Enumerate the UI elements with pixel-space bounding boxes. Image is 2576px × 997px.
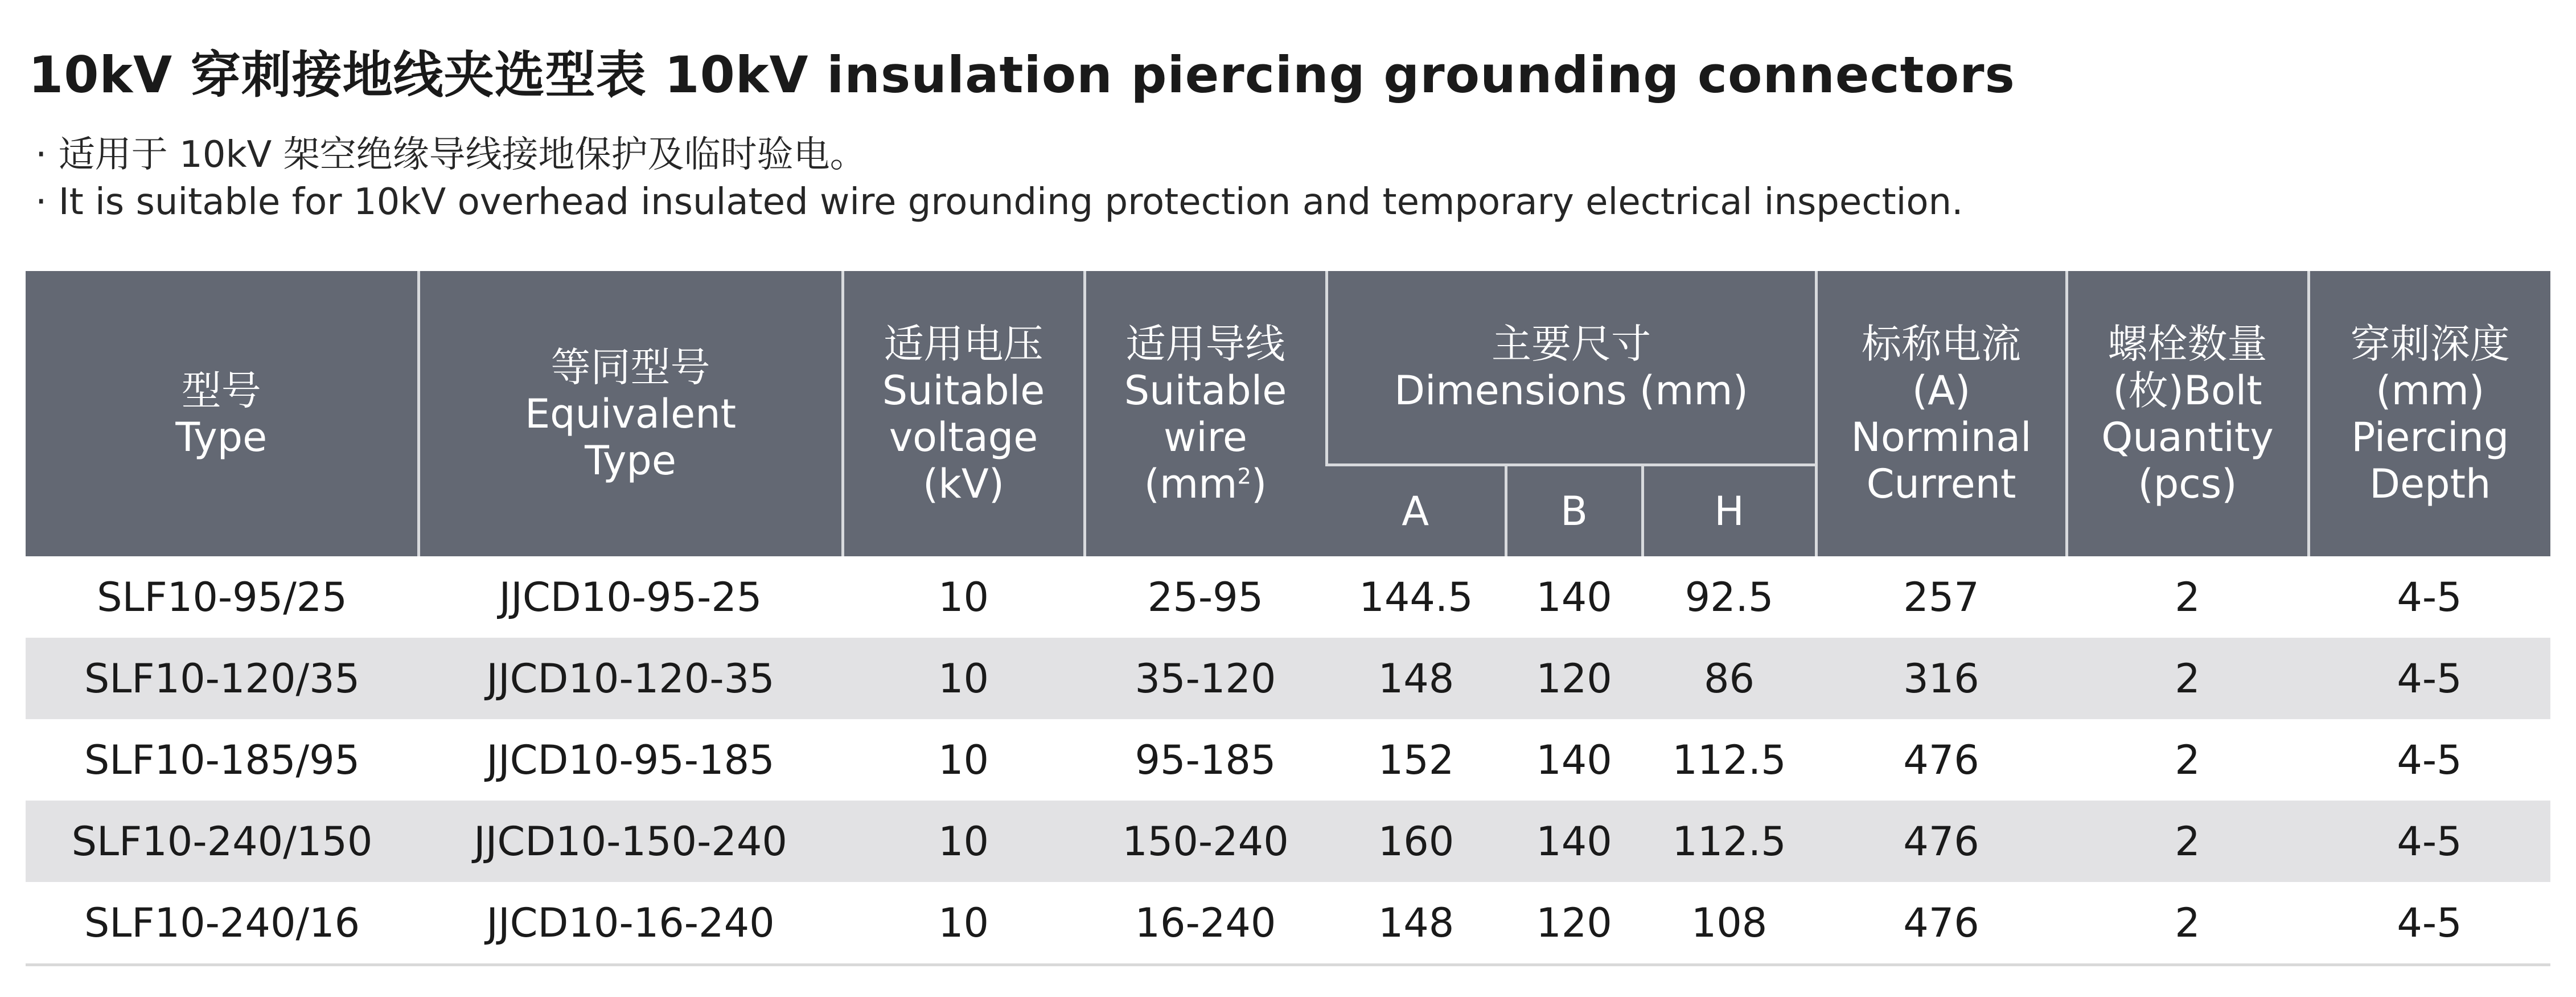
cell-dim-b: 140 xyxy=(1536,573,1612,621)
cell-equivalent: JJCD10-16-240 xyxy=(418,882,843,965)
header-equivalent-type: 等同型号 Equivalent Type xyxy=(418,271,843,556)
cell-dim-h: 108 xyxy=(1642,882,1816,965)
cell-bolt: 2 xyxy=(2066,638,2308,719)
cell-current: 316 xyxy=(1816,638,2066,719)
cell-depth: 4-5 xyxy=(2308,882,2550,965)
header-dim-b: B xyxy=(1506,465,1642,557)
cell-type: SLF10-95/25 xyxy=(97,573,347,621)
cell-current: 476 xyxy=(1816,801,2066,882)
selection-table xyxy=(26,271,2550,966)
cell-depth: 4-5 xyxy=(2397,736,2462,783)
cell-voltage: 10 xyxy=(843,801,1084,882)
cell-bolt: 2 xyxy=(2066,801,2308,882)
cell-dim-a: 148 xyxy=(1326,882,1506,965)
cell-dim-b: 120 xyxy=(1506,638,1642,719)
cell-depth: 4-5 xyxy=(2308,638,2550,719)
cell-bolt: 2 xyxy=(2175,573,2200,621)
cell-equivalent: JJCD10-95-185 xyxy=(486,736,775,783)
cell-depth: 4-5 xyxy=(2397,573,2462,621)
cell-current: 476 xyxy=(1903,736,1979,783)
cell-bolt: 2 xyxy=(2175,736,2200,783)
cell-equivalent: JJCD10-150-240 xyxy=(418,801,843,882)
cell-dim-h: 112.5 xyxy=(1642,801,1816,882)
header-piercing-depth: 穿刺深度 (mm) Piercing Depth xyxy=(2308,271,2550,556)
cell-dim-a: 152 xyxy=(1378,736,1455,783)
table-row xyxy=(26,719,2550,801)
cell-voltage: 10 xyxy=(938,573,989,621)
cell-type: SLF10-120/35 xyxy=(26,638,418,719)
cell-voltage: 10 xyxy=(843,638,1084,719)
header-type: 型号 Type xyxy=(26,271,418,556)
cell-dim-h: 112.5 xyxy=(1672,736,1786,783)
bullet-english: · It is suitable for 10kV overhead insulated wire grounding protection and temporary electrical inspection. xyxy=(35,181,1963,223)
cell-type: SLF10-185/95 xyxy=(84,736,360,783)
table-row xyxy=(26,556,2550,638)
header-suitable-voltage: 适用电压 Suitable voltage (kV) xyxy=(843,271,1084,556)
header-dimensions: 主要尺寸 Dimensions (mm) xyxy=(1326,271,1816,465)
cell-wire: 16-240 xyxy=(1084,882,1326,965)
cell-wire: 35-120 xyxy=(1084,638,1326,719)
cell-depth: 4-5 xyxy=(2308,801,2550,882)
bullet-chinese: · 适用于 10kV 架空绝缘导线接地保护及临时验电。 xyxy=(35,134,866,176)
cell-voltage: 10 xyxy=(843,882,1084,965)
cell-current: 476 xyxy=(1816,882,2066,965)
cell-type: SLF10-240/150 xyxy=(26,801,418,882)
cell-dim-a: 160 xyxy=(1326,801,1506,882)
cell-dim-h: 86 xyxy=(1642,638,1816,719)
cell-bolt: 2 xyxy=(2066,882,2308,965)
cell-wire: 25-95 xyxy=(1147,573,1264,621)
table-row xyxy=(26,882,2550,965)
cell-equivalent: JJCD10-120-35 xyxy=(418,638,843,719)
cell-wire: 95-185 xyxy=(1135,736,1276,783)
table-row xyxy=(26,801,2550,882)
cell-dim-a: 144.5 xyxy=(1359,573,1473,621)
header-bolt-quantity: 螺栓数量 (枚)Bolt Quantity (pcs) xyxy=(2066,271,2308,556)
header-suitable-wire: 适用导线 Suitable wire $(mm^2)$ xyxy=(1084,271,1326,556)
table-row xyxy=(26,638,2550,719)
header-dim-a: A xyxy=(1326,465,1506,557)
cell-dim-b: 120 xyxy=(1506,882,1642,965)
cell-current: 257 xyxy=(1903,573,1979,621)
cell-voltage: 10 xyxy=(938,736,989,783)
header-dim-h: H xyxy=(1642,465,1816,557)
page-title: 10kV 穿刺接地线夹选型表 10kV insulation piercing grounding connectors xyxy=(28,46,2015,104)
cell-dim-a: 148 xyxy=(1326,638,1506,719)
cell-dim-b: 140 xyxy=(1506,801,1642,882)
header-nominal-current: 标称电流 (A) Norminal Current xyxy=(1816,271,2066,556)
cell-dim-h: 92.5 xyxy=(1685,573,1774,621)
cell-wire: 150-240 xyxy=(1084,801,1326,882)
cell-equivalent: JJCD10-95-25 xyxy=(499,573,762,621)
cell-dim-b: 140 xyxy=(1536,736,1612,783)
cell-type: SLF10-240/16 xyxy=(26,882,418,965)
